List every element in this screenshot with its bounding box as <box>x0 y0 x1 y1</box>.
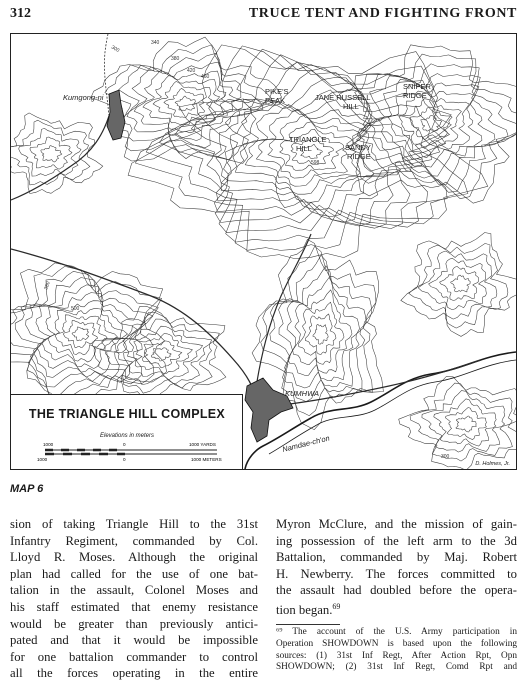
elevation-340: 340 <box>151 40 160 46</box>
footnote-line: SHOWDOWN; (2) 31st Inf Regt, Comd Rpt and <box>276 662 517 673</box>
text-column-left <box>10 516 258 682</box>
label-pikes-peak-2: PEAK <box>265 96 286 105</box>
elevation-500: 500 <box>71 306 80 312</box>
text-line: for one battalion commander to control <box>10 649 258 664</box>
contour-line <box>429 258 487 310</box>
scale-meters-zero: 0 <box>123 457 126 462</box>
footnote-ref: 69 <box>332 601 341 611</box>
contour-line <box>451 275 471 292</box>
contour-line <box>410 383 512 461</box>
elevation-598: 598 <box>311 160 320 166</box>
contour-line <box>410 107 452 140</box>
contour-line <box>418 251 497 319</box>
contour-line <box>456 416 476 432</box>
contour-line <box>422 391 505 453</box>
scale-meters-right: 1000 METERS <box>191 457 222 462</box>
contour-line <box>313 324 328 344</box>
text-line: the assault had doubled before the opera- <box>276 583 517 598</box>
footnote-line: ⁶⁹ The account of the U.S. Army participation in <box>276 627 517 637</box>
text-line: Battalion, commanded by Maj. Robert <box>276 550 517 565</box>
contour-line <box>112 319 212 385</box>
road-west <box>11 249 255 394</box>
footnote <box>276 627 517 674</box>
text-line: all the forces operating in the entire <box>10 666 258 681</box>
label-sandy-ridge-2: RIDGE <box>347 152 371 161</box>
text-line: Myron McClure, and the mission of gain- <box>276 517 517 531</box>
label-sandy-ridge-1: SANDY <box>345 143 371 152</box>
contour-line <box>11 113 103 194</box>
footnote-rule <box>276 624 340 625</box>
contour-line <box>287 278 360 381</box>
scale-yards-right: 1000 YARDS <box>189 442 216 447</box>
text-line: ing possession of the left arm to the 3d <box>276 533 517 548</box>
text-line <box>276 599 517 619</box>
contour-line <box>388 91 469 158</box>
contour-line <box>72 327 89 341</box>
label-triangle-hill-1: TRIANGLE <box>289 135 327 144</box>
elevation-300-south: 300 <box>441 454 450 460</box>
map-figure <box>10 33 517 470</box>
elevation-460: 460 <box>201 74 210 80</box>
map-title: THE TRIANGLE HILL COMPLEX <box>28 407 226 421</box>
text-line: talion in the assault, Colonel Moses and <box>10 583 258 598</box>
contour-line <box>11 266 162 407</box>
contour-line <box>293 290 352 373</box>
label-jane-russell-1: JANE RUSSELL <box>315 93 371 102</box>
elevation-380: 380 <box>171 56 180 62</box>
contour-line <box>305 314 336 355</box>
text-line: Lloyd R. Moses. Although the original <box>10 550 258 565</box>
contour-line <box>15 278 153 388</box>
label-kumhwa: KUMHWA <box>285 389 320 398</box>
label-jane-russell-2: HILL <box>343 102 359 111</box>
scale-yards-zero: 0 <box>123 442 126 447</box>
map-credit: D. Holmes, Jr. <box>475 461 510 467</box>
contour-line <box>175 96 195 111</box>
label-namdae-chon: Namdae-ch'on <box>281 433 331 454</box>
scale-yards-left: 1000 <box>43 442 54 447</box>
label-sniper-ridge-2: RIDGE <box>403 91 427 100</box>
page-number: 312 <box>10 6 31 21</box>
text-column-right <box>276 516 517 619</box>
scale-meters-left: 1000 <box>37 457 48 462</box>
text-line: H. Newberry. The forces committed to <box>276 566 517 581</box>
elevation-300-north: 300 <box>110 44 121 54</box>
footnote-line: sources: (1) 31st Inf Regt, After Action Rpt, Opn <box>276 650 517 661</box>
text-line: sion of taking Triangle Hill to the 31st <box>10 517 258 531</box>
text-line: Infantry Regiment, commanded by Col. <box>10 533 258 548</box>
map-caption: MAP 6 <box>10 483 44 495</box>
contour-line <box>26 285 146 379</box>
map-legend-box <box>11 394 243 470</box>
scale-bar <box>31 441 231 467</box>
footnote-line: Operation SHOWDOWN is based upon the following <box>276 638 517 649</box>
town-kumgong-ni <box>107 90 125 140</box>
contour-line <box>445 407 486 439</box>
elevation-380-west: 380 <box>43 280 52 291</box>
contour-line <box>370 79 495 176</box>
label-pikes-peak-1: PIKE'S <box>265 87 289 96</box>
contour-line <box>30 137 72 169</box>
running-header: TRUCE TENT AND FIGHTING FRONT <box>248 6 517 21</box>
text-line: his staff estimated that enemy resistance <box>10 599 258 614</box>
text-line: would be greater than previously antici- <box>10 616 258 631</box>
text-fragment: tion began. <box>276 603 333 618</box>
label-sniper-ridge-1: SNIPER <box>403 82 431 91</box>
text-line: pated and that it would be impossible <box>10 633 258 648</box>
label-kumgong-ni: Kumgong-ni <box>63 93 104 102</box>
contour-line <box>143 341 182 368</box>
contour-line <box>92 306 226 402</box>
label-triangle-hill-2: HILL <box>296 144 312 153</box>
contour-line <box>41 146 62 162</box>
elevation-420: 420 <box>187 68 196 74</box>
text-line: plan had called for the use of one bat- <box>10 566 258 581</box>
elevation-note: Elevations in meters <box>99 433 155 439</box>
